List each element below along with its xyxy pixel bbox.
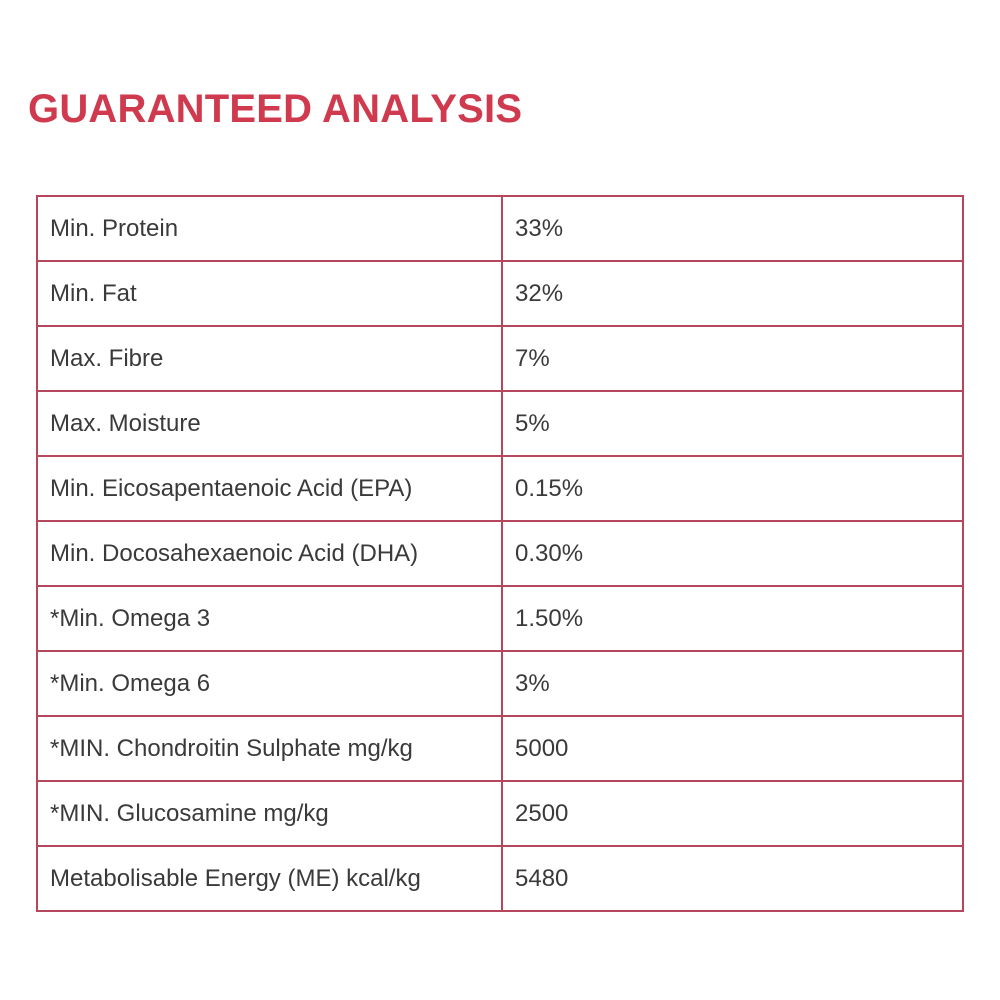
nutrient-value: 2500: [502, 781, 963, 846]
nutrient-label: Metabolisable Energy (ME) kcal/kg: [37, 846, 502, 911]
table-row: [37, 716, 963, 781]
nutrient-label: Max. Fibre: [37, 326, 502, 391]
nutrient-value: 0.30%: [502, 521, 963, 586]
nutrient-value: 5480: [502, 846, 963, 911]
nutrient-value: 3%: [502, 651, 963, 716]
nutrient-label: *Min. Omega 6: [37, 651, 502, 716]
nutrient-label: *MIN. Glucosamine mg/kg: [37, 781, 502, 846]
table-row: [37, 521, 963, 586]
nutrient-label: Min. Docosahexaenoic Acid (DHA): [37, 521, 502, 586]
table-body: [37, 196, 963, 911]
page-title: GUARANTEED ANALYSIS: [28, 87, 523, 131]
guaranteed-analysis-table: [36, 195, 964, 912]
table-row: [37, 196, 963, 261]
nutrient-value: 0.15%: [502, 456, 963, 521]
nutrient-value: 5%: [502, 391, 963, 456]
nutrient-label: *MIN. Chondroitin Sulphate mg/kg: [37, 716, 502, 781]
nutrient-label: *Min. Omega 3: [37, 586, 502, 651]
nutrient-value: 33%: [502, 196, 963, 261]
nutrient-value: 5000: [502, 716, 963, 781]
nutrient-label: Max. Moisture: [37, 391, 502, 456]
table-row: [37, 326, 963, 391]
nutrient-label: Min. Protein: [37, 196, 502, 261]
nutrient-value: 7%: [502, 326, 963, 391]
table-row: [37, 846, 963, 911]
table-row: [37, 781, 963, 846]
table-row: [37, 456, 963, 521]
nutrient-value: 1.50%: [502, 586, 963, 651]
nutrient-value: 32%: [502, 261, 963, 326]
table-row: [37, 391, 963, 456]
table-row: [37, 586, 963, 651]
table-row: [37, 261, 963, 326]
nutrient-label: Min. Fat: [37, 261, 502, 326]
nutrient-label: Min. Eicosapentaenoic Acid (EPA): [37, 456, 502, 521]
table-row: [37, 651, 963, 716]
